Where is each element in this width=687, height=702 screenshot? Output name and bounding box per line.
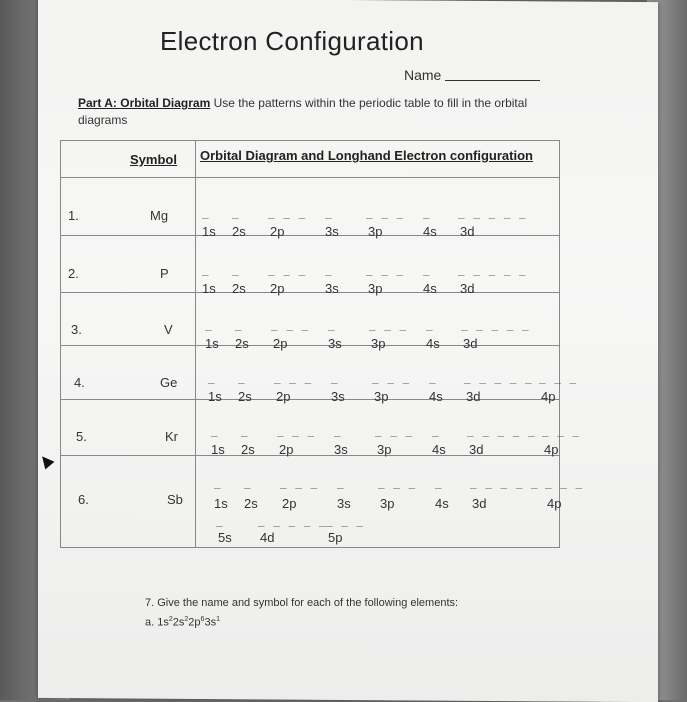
orbital-blank: _ _ _ xyxy=(539,371,578,384)
element-symbol: Mg xyxy=(150,208,169,223)
orbital-blank: _ xyxy=(216,514,224,527)
orbital-blank: _ _ _ xyxy=(378,476,417,489)
header-symbol: Symbol xyxy=(130,152,177,167)
orbital-blank: _ _ _ _ _ xyxy=(458,263,527,276)
orbital-label-s2: 2s xyxy=(238,389,252,404)
element-symbol: Kr xyxy=(165,429,178,444)
part-a-text: Use the patterns within the periodic table to fill in the orbital diagrams xyxy=(78,96,528,127)
orbital-label-p3: 3p xyxy=(368,224,383,239)
table-divider xyxy=(60,177,560,178)
orbital-label-s4: 4s xyxy=(432,442,446,457)
row-number: 2. xyxy=(68,266,79,281)
orbital-blank: _ xyxy=(429,371,437,384)
orbital-blank: _ _ _ xyxy=(268,206,307,219)
orbital-label-s4: 4s xyxy=(435,496,449,511)
orbital-blank: _ xyxy=(331,371,339,384)
orbital-label-p3: 3p xyxy=(371,336,386,351)
orbital-label-p2: 2p xyxy=(282,496,297,511)
orbital-table xyxy=(60,140,584,548)
table-border xyxy=(60,547,560,548)
page-title: Electron Configuration xyxy=(160,26,424,56)
orbital-blank: _ xyxy=(235,318,243,331)
orbital-label-s1: 1s xyxy=(202,281,216,296)
orbital-blank: _ _ _ _ _ xyxy=(470,476,539,489)
orbital-blank: _ _ _ xyxy=(366,206,405,219)
question-7-prompt: 7. Give the name and symbol for each of the following elements: xyxy=(145,597,459,609)
orbital-blank: _ xyxy=(435,476,443,489)
orbital-label-s4: 4s xyxy=(423,224,437,239)
orbital-blank: _ xyxy=(426,318,434,331)
orbital-blank: _ _ _ xyxy=(326,514,365,527)
orbital-blank: _ _ _ _ _ xyxy=(461,318,530,331)
row-number: 5. xyxy=(76,429,87,444)
orbital-blank: _ _ _ _ _ xyxy=(458,206,527,219)
orbital-blank: _ _ _ xyxy=(366,263,405,276)
orbital-blank: _ xyxy=(211,424,219,437)
orbital-blank: _ xyxy=(423,263,431,276)
part-a-instructions xyxy=(78,95,548,129)
row-number: 4. xyxy=(74,375,85,390)
row-number: 3. xyxy=(71,322,82,337)
orbital-label-p5: 5p xyxy=(328,530,343,545)
orbital-label-p3: 3p xyxy=(368,281,383,296)
table-divider xyxy=(60,399,560,400)
orbital-label-d4: 4d xyxy=(260,530,275,545)
orbital-label-s5: 5s xyxy=(218,530,232,545)
orbital-label-s3: 3s xyxy=(328,336,342,351)
orbital-label-s1: 1s xyxy=(211,442,225,457)
name-line xyxy=(445,80,540,81)
orbital-blank: _ xyxy=(337,476,345,489)
row-number: 6. xyxy=(78,492,89,507)
table-border xyxy=(60,140,560,141)
orbital-blank: _ xyxy=(232,206,240,219)
orbital-label-s1: 1s xyxy=(214,496,228,511)
orbital-blank: _ xyxy=(334,424,342,437)
orbital-blank: _ _ _ xyxy=(372,371,411,384)
orbital-label-p3: 3p xyxy=(380,496,395,511)
orbital-blank: _ _ _ xyxy=(542,424,581,437)
table-divider xyxy=(60,235,560,236)
orbital-label-s3: 3s xyxy=(325,224,339,239)
orbital-label-p2: 2p xyxy=(279,442,294,457)
table-divider xyxy=(195,140,196,548)
element-symbol: Sb xyxy=(167,492,183,507)
orbital-label-d3: 3d xyxy=(463,336,478,351)
orbital-label-s3: 3s xyxy=(331,389,345,404)
orbital-blank: _ _ _ _ _ xyxy=(467,424,536,437)
orbital-blank: _ xyxy=(232,263,240,276)
orbital-blank: _ _ _ _ _ xyxy=(258,514,327,527)
orbital-label-p2: 2p xyxy=(276,389,291,404)
orbital-blank: _ xyxy=(432,424,440,437)
orbital-label-s4: 4s xyxy=(429,389,443,404)
table-divider xyxy=(60,292,560,293)
orbital-label-s3: 3s xyxy=(334,442,348,457)
orbital-label-s4: 4s xyxy=(426,336,440,351)
orbital-blank: _ xyxy=(202,206,210,219)
orbital-label-d3: 3d xyxy=(460,281,475,296)
orbital-label-s3: 3s xyxy=(325,281,339,296)
element-symbol: Ge xyxy=(160,375,178,390)
element-symbol: V xyxy=(164,322,173,337)
orbital-blank: _ xyxy=(202,263,210,276)
table-border xyxy=(60,140,61,548)
orbital-label-p2: 2p xyxy=(273,336,288,351)
orbital-blank: _ xyxy=(205,318,213,331)
orbital-label-s2: 2s xyxy=(241,442,255,457)
header-orbital: Orbital Diagram and Longhand Electron configuration xyxy=(200,148,533,163)
question-7a: a. $1s^22s^22p^63s^1$ xyxy=(145,616,220,629)
orbital-label-s2: 2s xyxy=(232,281,246,296)
orbital-label-s3: 3s xyxy=(337,496,351,511)
orbital-blank: _ _ _ xyxy=(545,476,584,489)
element-symbol: P xyxy=(160,266,169,281)
orbital-label-p4: 4p xyxy=(544,442,559,457)
orbital-label-d3: 3d xyxy=(472,496,487,511)
orbital-blank: _ _ _ xyxy=(369,318,408,331)
orbital-blank: _ _ _ xyxy=(268,263,307,276)
orbital-label-p2: 2p xyxy=(270,281,285,296)
orbital-blank: _ xyxy=(423,206,431,219)
orbital-label-d3: 3d xyxy=(469,442,484,457)
question-7a-prefix: a. xyxy=(145,616,158,629)
orbital-blank: _ xyxy=(238,371,246,384)
orbital-blank: _ _ _ _ _ xyxy=(464,371,533,384)
orbital-label-d3: 3d xyxy=(460,224,475,239)
orbital-label-p2: 2p xyxy=(270,224,285,239)
orbital-blank: _ _ _ xyxy=(375,424,414,437)
orbital-label-s1: 1s xyxy=(205,336,219,351)
orbital-blank: _ xyxy=(328,318,336,331)
orbital-label-s4: 4s xyxy=(423,281,437,296)
orbital-label-p3: 3p xyxy=(374,389,389,404)
orbital-label-p4: 4p xyxy=(541,389,556,404)
orbital-blank: _ _ _ xyxy=(277,424,316,437)
orbital-blank: _ _ _ xyxy=(271,318,310,331)
table-divider xyxy=(60,455,560,456)
orbital-blank: _ xyxy=(325,206,333,219)
orbital-blank: _ xyxy=(208,371,216,384)
row-number: 1. xyxy=(68,208,79,223)
table-divider xyxy=(60,345,560,346)
orbital-blank: _ xyxy=(214,476,222,489)
orbital-blank: _ xyxy=(325,263,333,276)
orbital-blank: _ xyxy=(244,476,252,489)
orbital-blank: _ _ _ xyxy=(274,371,313,384)
orbital-label-s2: 2s xyxy=(235,336,249,351)
orbital-label-s2: 2s xyxy=(244,496,258,511)
name-label: Name xyxy=(404,67,442,83)
orbital-label-p4: 4p xyxy=(547,496,562,511)
orbital-label-p3: 3p xyxy=(377,442,392,457)
orbital-label-s1: 1s xyxy=(202,224,216,239)
orbital-label-s2: 2s xyxy=(232,224,246,239)
orbital-blank: _ xyxy=(241,424,249,437)
orbital-label-d3: 3d xyxy=(466,389,481,404)
orbital-blank: _ _ _ xyxy=(280,476,319,489)
part-a-title: Part A: Orbital Diagram xyxy=(78,96,211,110)
orbital-label-s1: 1s xyxy=(208,389,222,404)
